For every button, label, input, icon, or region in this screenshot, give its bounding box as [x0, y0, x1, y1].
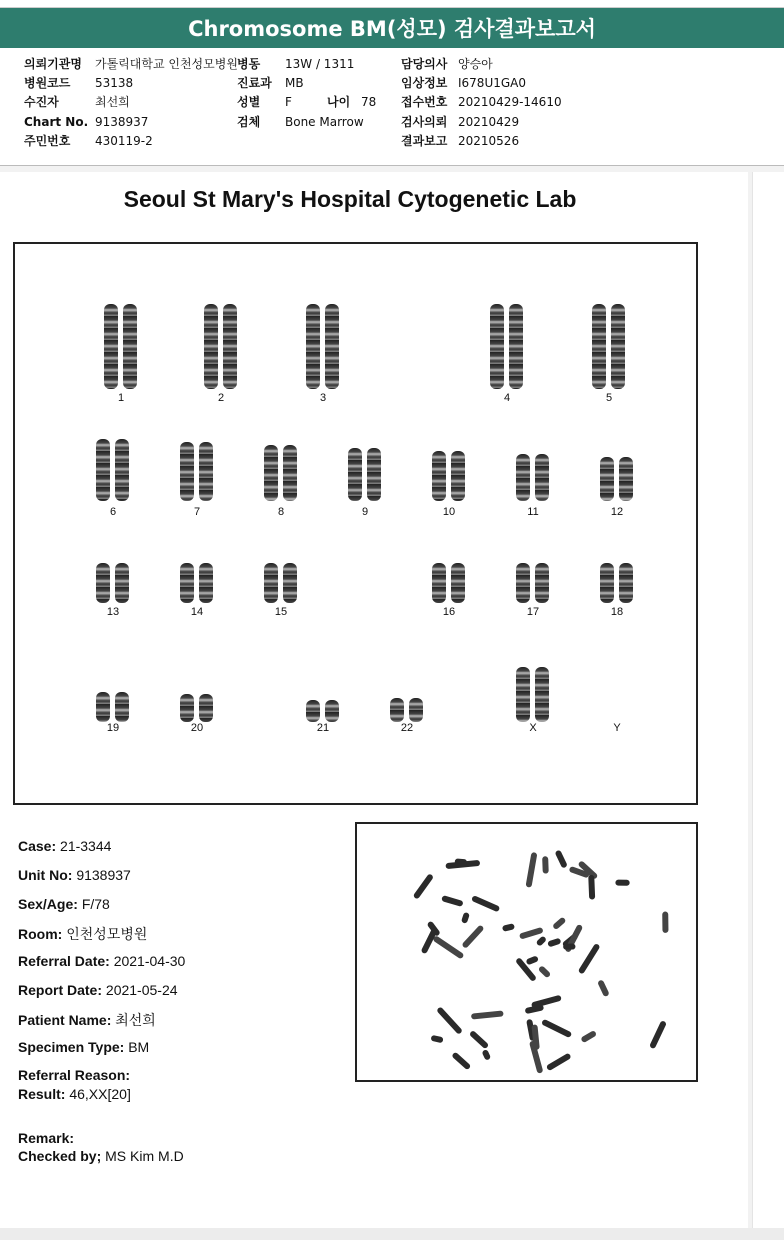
chromosome-15-copy-2: [283, 563, 297, 603]
case-key: Report Date:: [18, 982, 106, 998]
chromosome-label-22: 22: [400, 722, 414, 734]
chromosome-10-copy-1: [432, 451, 446, 501]
case-key: Unit No:: [18, 867, 77, 883]
chromosome-12-copy-1: [600, 457, 614, 501]
metaphase-chromosome: [441, 895, 464, 907]
chromosome-15-copy-1: [264, 563, 278, 603]
metaphase-chromosome: [451, 1052, 471, 1071]
chromosome-22-copy-1: [390, 698, 404, 722]
metaphase-chromosome: [615, 880, 629, 886]
chromosome-13-copy-1: [96, 563, 110, 603]
case-value: 2021-04-30: [113, 953, 186, 969]
chromosome-label-7: 7: [193, 506, 201, 518]
metaphase-chromosome: [481, 1049, 491, 1061]
chromosome-label-10: 10: [442, 506, 456, 518]
chromosome-13-copy-2: [115, 563, 129, 603]
metaphase-chromosome: [542, 856, 549, 873]
chromosome-20-copy-2: [199, 694, 213, 722]
remark-row: [18, 1130, 74, 1146]
case-row: [18, 1086, 131, 1102]
chromosome-label-12: 12: [610, 506, 624, 518]
case-key: Case:: [18, 838, 61, 854]
case-value: 인천성모병원: [66, 926, 148, 942]
metaphase-chromosome: [461, 924, 484, 949]
metaphase-chromosome: [578, 943, 601, 975]
chromosome-17-copy-2: [535, 563, 549, 603]
info-department: 진료과 MB: [237, 76, 304, 90]
case-key: Sex/Age:: [18, 896, 82, 912]
patient-info-panel: [0, 48, 784, 166]
checked-value: MS Kim M.D: [105, 1148, 184, 1164]
chromosome-label-Y: Y: [613, 722, 621, 734]
metaphase-chromosome: [531, 995, 562, 1009]
metaphase-chromosome: [547, 938, 561, 948]
chromosome-8-copy-1: [264, 445, 278, 501]
metaphase-chromosome: [469, 1030, 489, 1049]
chromosome-7-copy-1: [180, 442, 194, 501]
info-chart-no: Chart No. 9138937: [24, 115, 149, 129]
metaphase-chromosome: [536, 935, 548, 946]
chromosome-16-copy-1: [432, 563, 446, 603]
case-row: [18, 1010, 156, 1030]
info-request-date: 검사의뢰 20210429: [401, 115, 520, 129]
chromosome-label-19: 19: [106, 722, 120, 734]
metaphase-chromosome: [546, 1053, 572, 1072]
info-hospital-code: 병원코드 53138: [24, 76, 134, 90]
chromosome-label-4: 4: [503, 392, 511, 404]
chromosome-label-20: 20: [190, 722, 204, 734]
metaphase-spread: [357, 824, 696, 1080]
case-value: 2021-05-24: [105, 982, 178, 998]
info-patient: 수진자 최선희: [24, 95, 130, 109]
chromosome-4-copy-1: [490, 304, 504, 389]
chromosome-11-copy-1: [516, 454, 530, 501]
chromosome-18-copy-1: [600, 563, 614, 603]
metaphase-chromosome: [436, 1006, 463, 1035]
chromosome-7-copy-2: [199, 442, 213, 501]
case-row: [18, 838, 111, 854]
case-value: 9138937: [76, 867, 131, 883]
case-value: 21-3344: [60, 838, 112, 854]
case-value: 최선희: [115, 1012, 156, 1028]
info-report-date: 결과보고 20210526: [401, 134, 520, 148]
karyogram-box: [13, 242, 698, 805]
metaphase-chromosome: [526, 955, 539, 965]
chromosome-3-copy-2: [325, 304, 339, 389]
chromosome-17-copy-1: [516, 563, 530, 603]
chromosome-label-6: 6: [109, 506, 117, 518]
checked-row: [18, 1148, 184, 1164]
info-resident-no: 주민번호 430119-2: [24, 134, 153, 148]
case-key: Result:: [18, 1086, 70, 1102]
chromosome-20-copy-1: [180, 694, 194, 722]
metaphase-image-box: [355, 822, 698, 1082]
case-value: F/78: [81, 896, 110, 912]
chromosome-label-18: 18: [610, 606, 624, 618]
chromosome-12-copy-2: [619, 457, 633, 501]
chromosome-4-copy-2: [509, 304, 523, 389]
chromosome-label-17: 17: [526, 606, 540, 618]
chromosome-11-copy-2: [535, 454, 549, 501]
karyotype-report: [0, 172, 748, 1228]
chromosome-label-9: 9: [361, 506, 369, 518]
chromosome-label-X: X: [529, 722, 537, 734]
chromosome-2-copy-1: [204, 304, 218, 389]
case-row: [18, 953, 185, 969]
chromosome-22-copy-2: [409, 698, 423, 722]
chromosome-19-copy-1: [96, 692, 110, 722]
case-row: [18, 867, 131, 883]
info-sex: 성별 F 나이 78: [237, 95, 377, 109]
info-doctor: 담당의사 양승아: [401, 57, 493, 71]
metaphase-chromosome: [563, 943, 575, 949]
metaphase-chromosome: [461, 912, 470, 924]
lab-title: Seoul St Mary's Hospital Cytogenetic Lab: [123, 186, 577, 212]
bottom-margin: [0, 1228, 784, 1240]
metaphase-chromosome: [541, 1019, 572, 1038]
metaphase-chromosome: [430, 1035, 443, 1043]
chromosome-label-8: 8: [277, 506, 285, 518]
chromosome-19-copy-2: [115, 692, 129, 722]
chromosome-14-copy-2: [199, 563, 213, 603]
chromosome-9-copy-2: [367, 448, 381, 501]
info-specimen: 검체 Bone Marrow: [237, 115, 364, 129]
right-margin: [752, 172, 784, 1228]
metaphase-chromosome: [538, 965, 552, 978]
metaphase-chromosome: [588, 875, 595, 900]
chromosome-21-copy-2: [325, 700, 339, 722]
case-key: Room:: [18, 926, 67, 942]
info-ward: 병동 13W / 1311: [237, 57, 355, 71]
case-key: Referral Date:: [18, 953, 114, 969]
report-title: Chromosome BM(성모) 검사결과보고서: [188, 17, 596, 41]
case-row: [18, 924, 147, 944]
metaphase-chromosome: [597, 979, 610, 997]
chromosome-10-copy-2: [451, 451, 465, 501]
case-row: [18, 896, 110, 912]
chromosome-14-copy-1: [180, 563, 194, 603]
case-row: [18, 1039, 149, 1055]
chromosome-label-13: 13: [106, 606, 120, 618]
chromosome-label-16: 16: [442, 606, 456, 618]
chromosome-8-copy-2: [283, 445, 297, 501]
metaphase-chromosome: [519, 927, 544, 940]
case-row: [18, 982, 178, 998]
chromosome-3-copy-1: [306, 304, 320, 389]
metaphase-chromosome: [471, 895, 500, 912]
report-header: [0, 8, 784, 48]
chromosome-6-copy-2: [115, 439, 129, 501]
metaphase-chromosome: [552, 917, 567, 931]
chromosome-9-copy-1: [348, 448, 362, 501]
case-value: BM: [128, 1039, 150, 1055]
chromosome-18-copy-2: [619, 563, 633, 603]
case-value: 46,XX[20]: [69, 1086, 131, 1102]
chromosome-6-copy-1: [96, 439, 110, 501]
metaphase-chromosome: [554, 849, 567, 868]
chromosome-label-3: 3: [319, 392, 327, 404]
case-key: Specimen Type:: [18, 1039, 129, 1055]
metaphase-chromosome: [413, 873, 434, 900]
chromosome-label-21: 21: [316, 722, 330, 734]
chromosome-X-copy-1: [516, 667, 530, 722]
chromosome-16-copy-2: [451, 563, 465, 603]
chromosome-5-copy-2: [611, 304, 625, 389]
chromosome-1-copy-1: [104, 304, 118, 389]
chromosome-5-copy-1: [592, 304, 606, 389]
case-row: [18, 1067, 130, 1083]
metaphase-chromosome: [525, 852, 537, 888]
info-clinical: 임상정보 I678U1GA0: [401, 76, 527, 90]
metaphase-chromosome: [649, 1020, 667, 1049]
chromosome-X-copy-2: [535, 667, 549, 722]
chromosome-label-11: 11: [527, 506, 539, 518]
chromosome-21-copy-1: [306, 700, 320, 722]
metaphase-chromosome: [471, 1010, 504, 1019]
metaphase-chromosome: [502, 923, 515, 932]
top-border: [0, 0, 784, 8]
chromosome-1-copy-2: [123, 304, 137, 389]
metaphase-chromosome: [455, 858, 467, 865]
checked-key: Checked by;: [18, 1148, 106, 1164]
info-receipt-no: 접수번호 20210429-14610: [401, 95, 562, 109]
info-institution: 의뢰기관명 가톨릭대학교 인천성모병원: [24, 57, 238, 71]
remark-key: Remark:: [18, 1130, 75, 1146]
metaphase-chromosome: [432, 935, 464, 959]
case-key: Referral Reason:: [18, 1067, 131, 1083]
chromosome-2-copy-2: [223, 304, 237, 389]
metaphase-chromosome: [580, 1030, 597, 1043]
chromosome-label-14: 14: [190, 606, 204, 618]
chromosome-label-5: 5: [605, 392, 613, 404]
chromosome-label-2: 2: [217, 392, 225, 404]
chromosome-label-15: 15: [274, 606, 288, 618]
metaphase-chromosome: [662, 912, 668, 933]
case-key: Patient Name:: [18, 1012, 116, 1028]
chromosome-label-1: 1: [117, 392, 125, 404]
